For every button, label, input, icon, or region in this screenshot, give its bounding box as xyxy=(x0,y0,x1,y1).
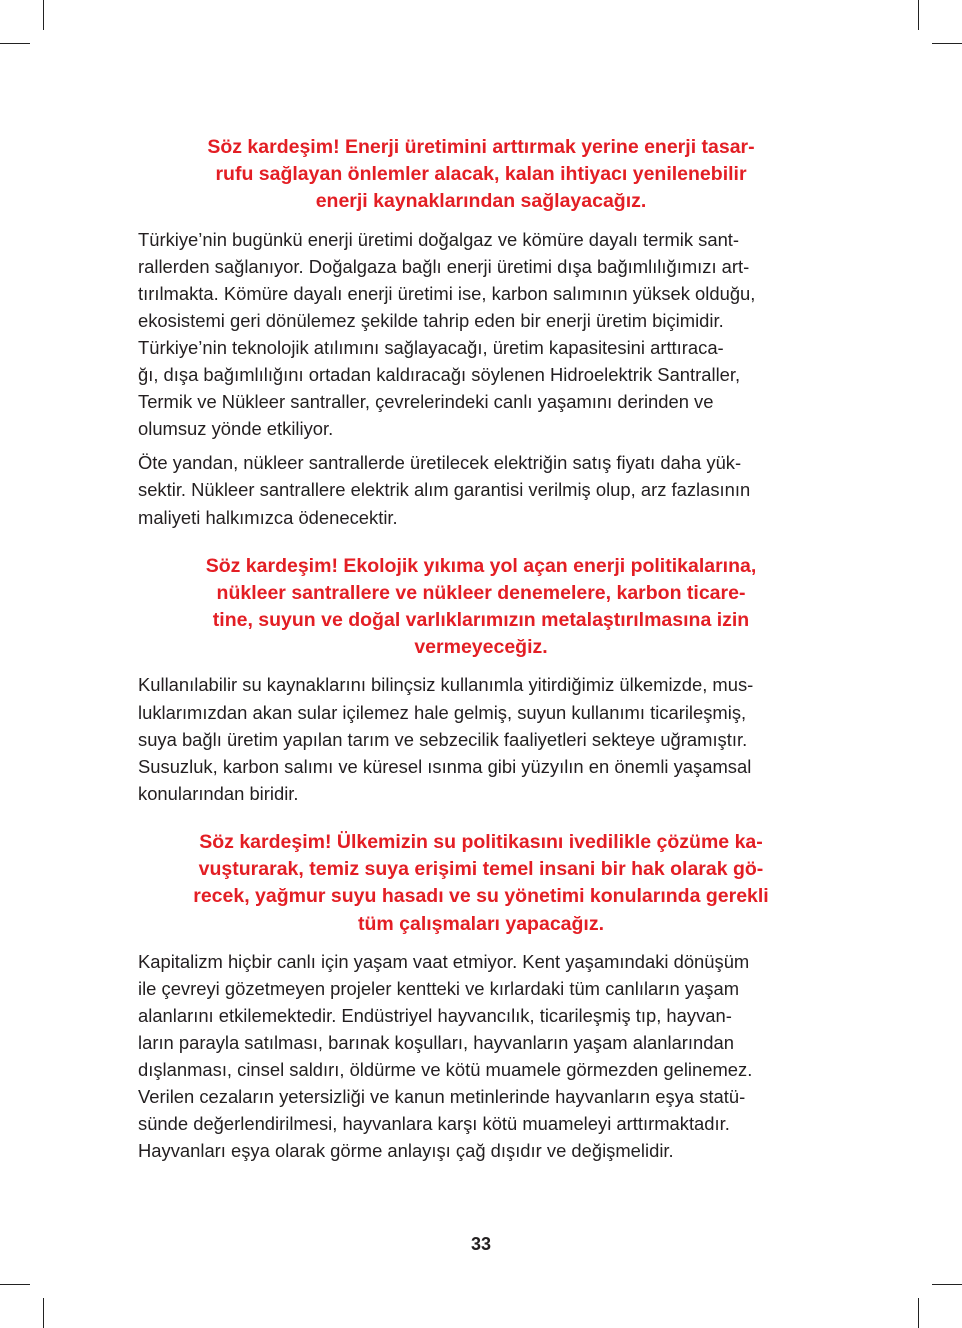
paragraph-line: rallerden sağlanıyor. Doğalgaza bağlı enerji üretimi dışa bağımlılığımızı art- xyxy=(138,255,750,277)
paragraph-line: suya bağlı üretim yapılan tarım ve sebzecilik faaliyetleri sekteye uğramıştır. xyxy=(138,728,748,750)
paragraph-line: sektir. Nükleer santrallere elektrik alım garantisi verilmiş olup, arz fazlasının xyxy=(138,479,751,501)
heading-line: Söz kardeşim! Enerji üretimini arttırmak yerine enerji tasar- xyxy=(207,136,755,158)
paragraph-line: Hayvanları eşya olarak görme anlayışı çağ dışıdır ve değişmelidir. xyxy=(138,1140,674,1162)
paragraph-line: dışlanması, cinsel saldırı, öldürme ve kötü muamele görmezden gelinemez. xyxy=(138,1059,753,1081)
paragraph-line: maliyeti halkımızca ödenecektir. xyxy=(138,506,398,528)
paragraph-line: Termik ve Nükleer santraller, çevrelerindeki canlı yaşamını derinden ve xyxy=(138,391,714,413)
heading-line: Söz kardeşim! Ülkemizin su politikasını ivedilikle çözüme ka- xyxy=(199,830,763,853)
crop-mark-bottom-left-vertical xyxy=(43,1298,44,1328)
pledge-heading-water xyxy=(178,829,784,938)
heading-line: rufu sağlayan önlemler alacak, kalan ihtiyacı yenilenebilir xyxy=(215,163,747,186)
paragraph-line: ğı, dışa bağımlılığını ortadan kaldıracağı söylenen Hidroelektrik Santraller, xyxy=(138,364,741,386)
paragraph-line: Susuzluk, karbon salımı ve küresel ısınma gibi yüzyılın en önemli yaşamsal xyxy=(138,755,752,777)
heading-line: enerji kaynaklarından sağlayacağız. xyxy=(315,190,647,213)
paragraph-line: Türkiye’nin bugünkü enerji üretimi doğalgaz ve kömüre dayalı termik sant- xyxy=(138,228,740,250)
paragraph-line: sünde değerlendirilmesi, hayvanlara karşı kötü muameleyi arttırmaktadır. xyxy=(138,1113,730,1135)
crop-mark-top-right-vertical xyxy=(918,0,919,30)
pledge-heading-energy xyxy=(178,134,784,216)
page-content xyxy=(138,134,824,1171)
page-number: 33 xyxy=(470,1234,492,1254)
heading-line: vuşturarak, temiz suya erişimi temel insani bir hak olarak gö- xyxy=(198,858,764,881)
heading-line: tine, suyun ve doğal varlıklarımızın metalaştırılmasına izin xyxy=(212,609,750,632)
heading-line: tüm çalışmaları yapacağız. xyxy=(357,912,605,935)
pledge-heading-ecology xyxy=(178,553,784,662)
heading-line: vermeyeceğiz. xyxy=(414,636,548,659)
paragraph-energy-production xyxy=(138,226,824,443)
heading-line: recek, yağmur suyu hasadı ve su yönetimi konularında gerekli xyxy=(193,885,769,908)
paragraph-animal-rights xyxy=(138,948,824,1165)
heading-line: Söz kardeşim! Ekolojik yıkıma yol açan enerji politikalarına, xyxy=(205,554,757,577)
paragraph-line: Kullanılabilir su kaynaklarını bilinçsiz kullanımla yitirdiğimiz ülkemizde, mus- xyxy=(138,674,754,696)
crop-mark-bottom-right-vertical xyxy=(918,1298,919,1328)
crop-mark-bottom-left-horizontal xyxy=(0,1284,30,1285)
paragraph-line: ile çevreyi gözetmeyen projeler kentteki ve kırlardaki tüm canlıların yaşam xyxy=(138,977,740,999)
crop-mark-top-left-horizontal xyxy=(0,43,30,44)
paragraph-line: Verilen cezaların yetersizliği ve kanun metinlerinde hayvanların eşya statü- xyxy=(138,1086,746,1108)
paragraph-line: Öte yandan, nükleer santrallerde üretilecek elektriğin satış fiyatı daha yük- xyxy=(138,452,742,474)
paragraph-nuclear-cost xyxy=(138,449,824,530)
paragraph-line: alanlarını etkilemektedir. Endüstriyel hayvancılık, ticarileşmiş tıp, hayvan- xyxy=(138,1004,732,1026)
crop-mark-bottom-right-horizontal xyxy=(932,1284,962,1285)
paragraph-line: ların parayla satılması, barınak koşulları, hayvanların yaşam alanlarından xyxy=(138,1032,734,1054)
paragraph-line: Kapitalizm hiçbir canlı için yaşam vaat etmiyor. Kent yaşamındaki dönüşüm xyxy=(138,950,750,972)
paragraph-water-resources xyxy=(138,671,824,806)
paragraph-line: Türkiye’nin teknolojik atılımını sağlayacağı, üretim kapasitesini arttıraca- xyxy=(138,336,724,358)
crop-mark-top-left-vertical xyxy=(43,0,44,30)
paragraph-line: konularından biridir. xyxy=(138,782,299,804)
paragraph-line: ekosistemi geri dönülemez şekilde tahrip eden bir enerji üretim biçimidir. xyxy=(138,309,724,331)
crop-mark-top-right-horizontal xyxy=(932,43,962,44)
paragraph-line: olumsuz yönde etkiliyor. xyxy=(138,418,334,440)
paragraph-line: tırılmakta. Kömüre dayalı enerji üretimi ise, karbon salımının yüksek olduğu, xyxy=(138,282,756,304)
heading-line: nükleer santrallere ve nükleer denemelere, karbon ticare- xyxy=(216,581,746,604)
paragraph-line: luklarımızdan akan sular içilemez hale gelmiş, suyun kullanımı ticarileşmiş, xyxy=(138,701,747,723)
